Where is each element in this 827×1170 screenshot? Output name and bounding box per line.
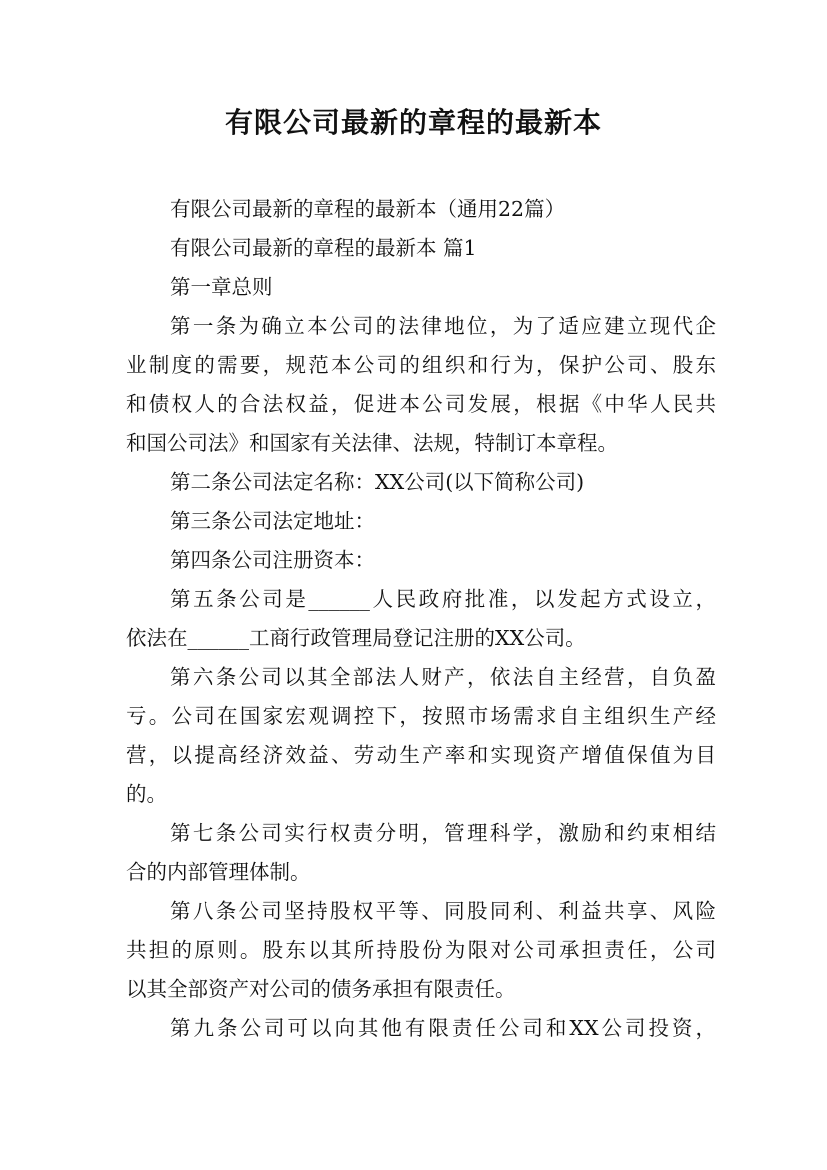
- subtitle-line: 有限公司最新的章程的最新本（通用22篇）: [170, 197, 566, 221]
- document-title: 有限公司最新的章程的最新本: [224, 106, 602, 139]
- article-2: 第二条公司法定名称：XX公司(以下简称公司): [170, 470, 585, 494]
- article-3: 第三条公司法定地址：: [170, 509, 375, 533]
- article-7-line: 第七条公司实行权责分明，管理科学，激励和约束相结: [170, 821, 716, 845]
- article-1-line: 业制度的需要，规范本公司的组织和行为，保护公司、股东: [126, 353, 716, 377]
- section-heading: 有限公司最新的章程的最新本 篇1: [170, 236, 477, 260]
- document-body: [126, 190, 716, 1048]
- article-4: 第四条公司注册资本：: [170, 548, 375, 572]
- article-8-line: 以其全部资产对公司的债务承担有限责任。: [126, 977, 516, 1001]
- article-7-line: 合的内部管理体制。: [126, 860, 311, 884]
- article-6-line: 第六条公司以其全部法人财产，依法自主经营，自负盈: [170, 665, 716, 689]
- article-6-line: 亏。公司在国家宏观调控下，按照市场需求自主组织生产经: [126, 704, 716, 728]
- article-1-line: 和国公司法》和国家有关法律、法规，特制订本章程。: [126, 431, 618, 455]
- article-6-line: 的。: [126, 782, 167, 806]
- article-9-line: 第九条公司可以向其他有限责任公司和XX公司投资，: [170, 1016, 716, 1040]
- article-1-line: 第一条为确立本公司的法律地位，为了适应建立现代企: [170, 314, 716, 338]
- article-8-line: 共担的原则。股东以其所持股份为限对公司承担责任，公司: [126, 938, 716, 962]
- article-6-line: 营，以提高经济效益、劳动生产率和实现资产增值保值为目: [126, 743, 716, 767]
- chapter-heading: 第一章总则: [170, 275, 273, 299]
- article-5-line: 第五条公司是______人民政府批准，以发起方式设立，: [170, 587, 716, 611]
- article-5-line: 依法在______工商行政管理局登记注册的XX公司。: [126, 626, 586, 650]
- article-1-line: 和债权人的合法权益，促进本公司发展，根据《中华人民共: [126, 392, 716, 416]
- article-8-line: 第八条公司坚持股权平等、同股同利、利益共享、风险: [170, 899, 716, 923]
